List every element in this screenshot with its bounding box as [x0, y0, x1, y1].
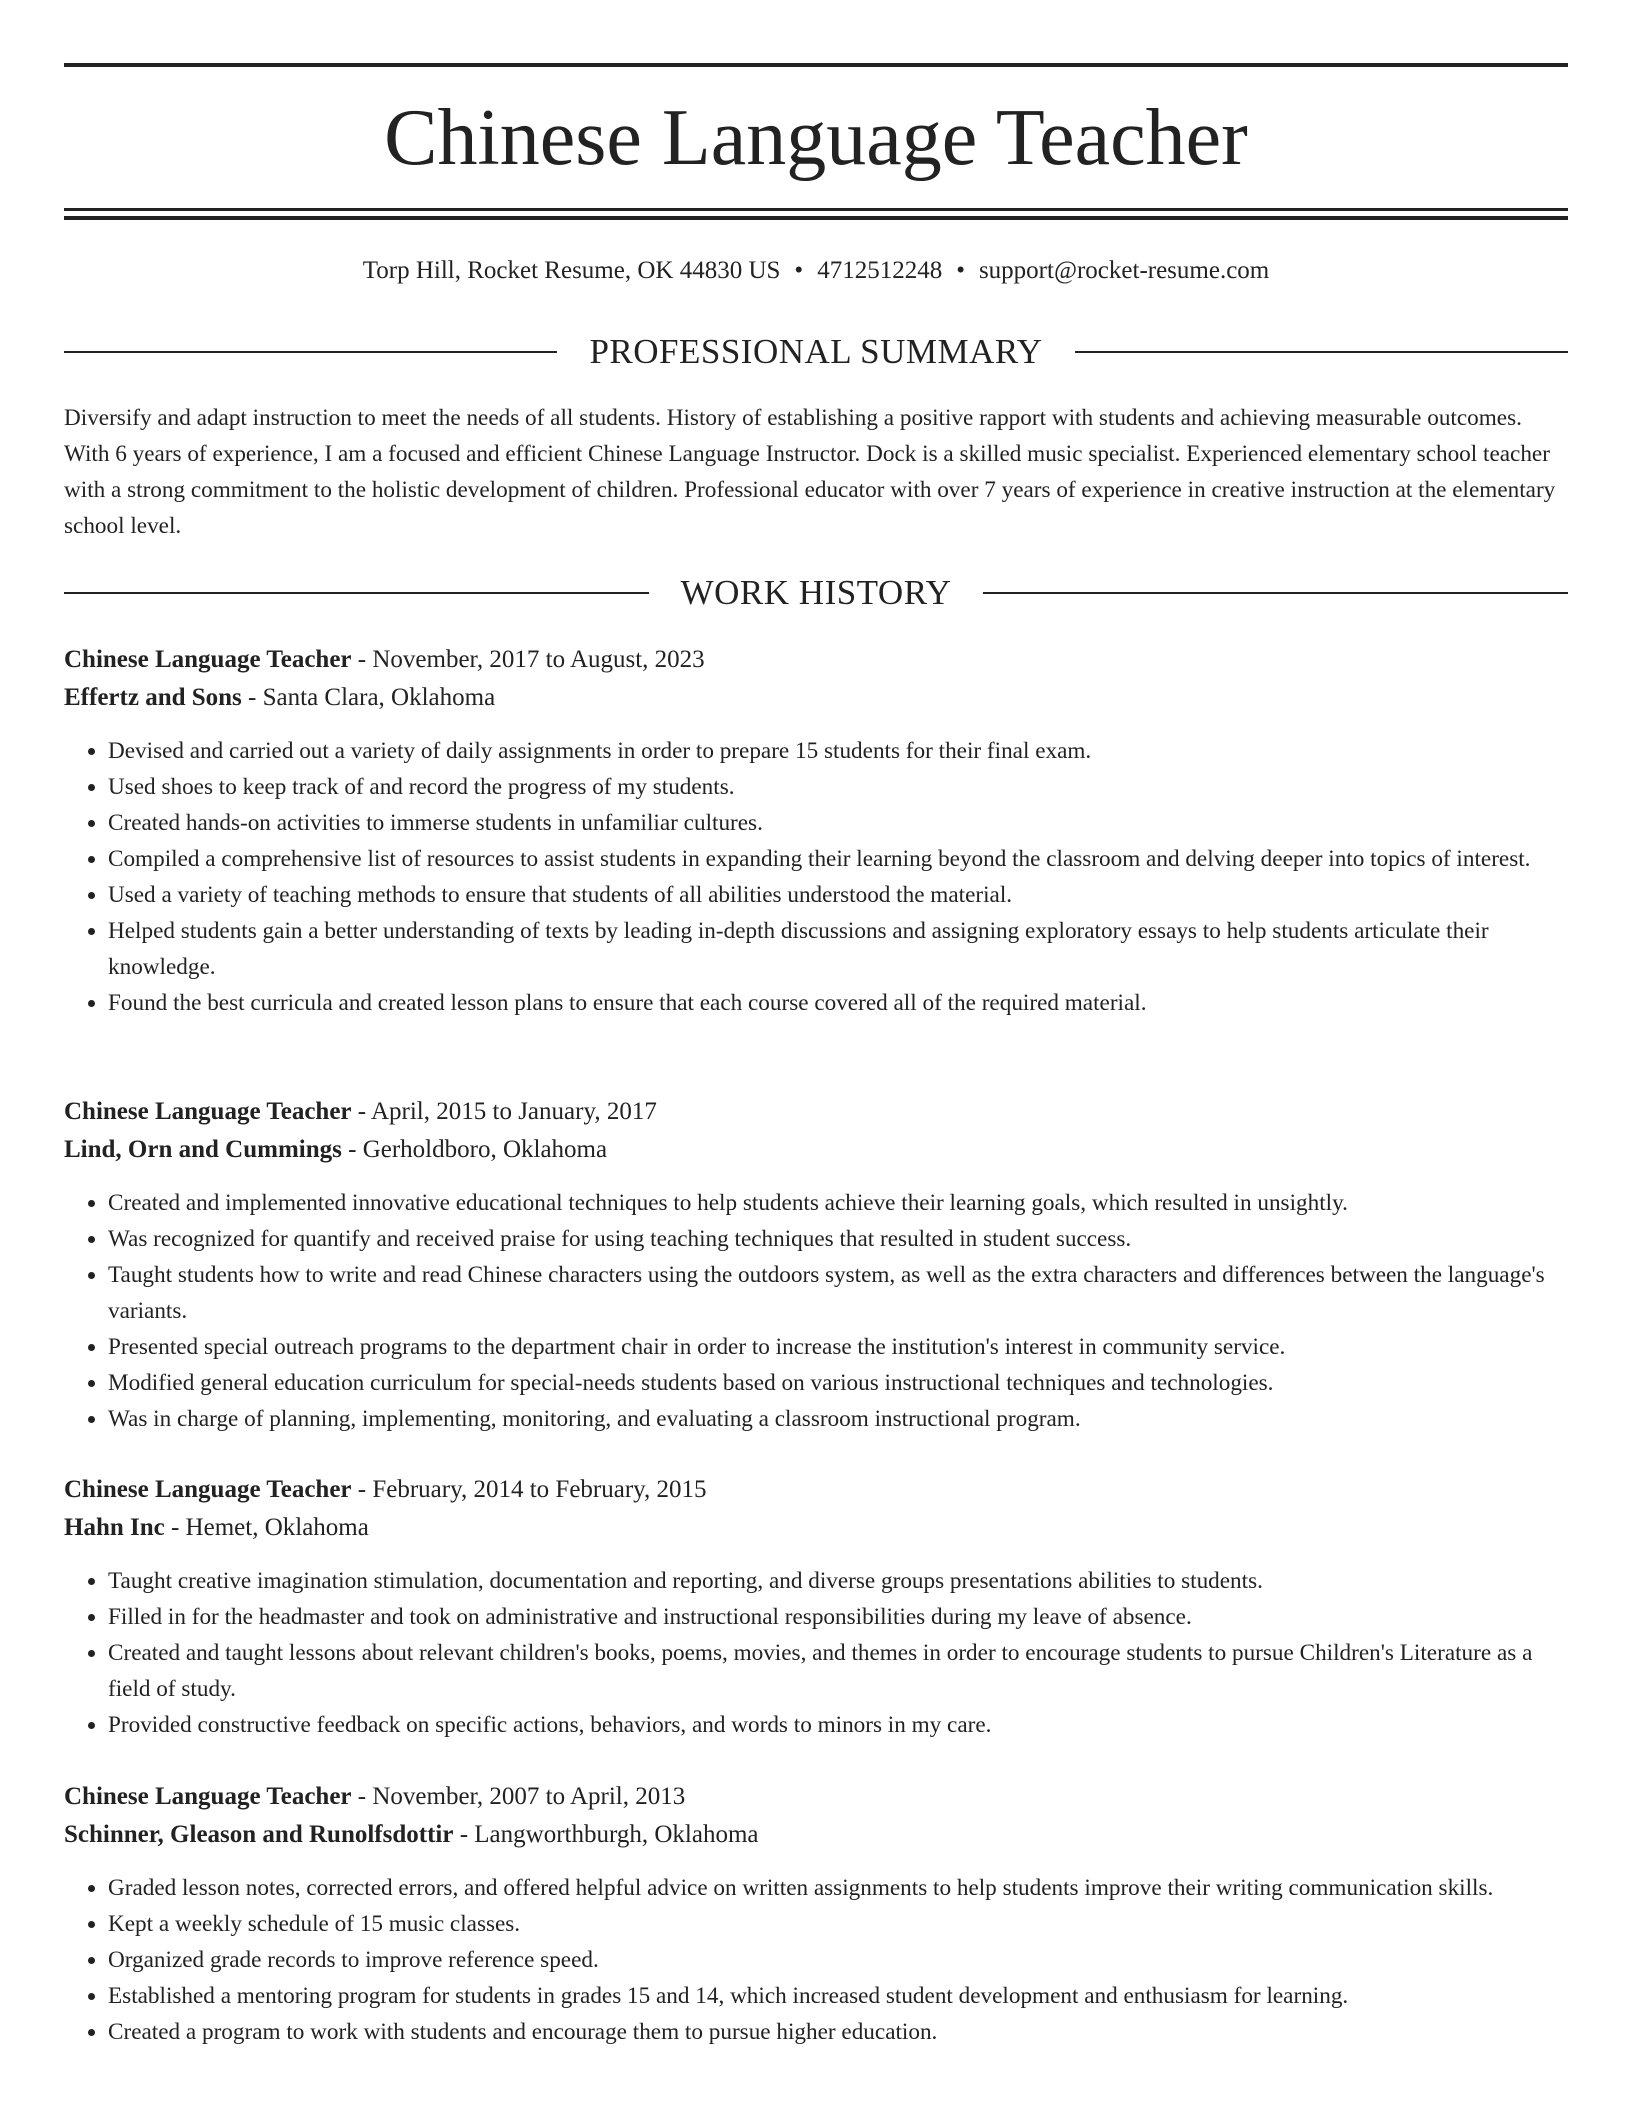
job-company-line — [64, 1131, 1568, 1169]
contact-phone: 4712512248 — [817, 257, 943, 284]
job-company: Effertz and Sons — [64, 684, 242, 711]
job-bullet-list — [64, 1870, 1568, 2050]
job-bullet: • Found the best curricula and created lesson plans to ensure that each course covered all of the required material. — [108, 985, 1568, 1021]
job-dates: - February, 2014 to February, 2015 — [351, 1476, 707, 1503]
job-entry — [64, 1093, 1568, 1437]
job-bullet: • Helped students gain a better understanding of texts by leading in-depth discussions and assigning exploratory essays to help students articulate their knowledge. — [108, 913, 1568, 985]
job-title: Chinese Language Teacher — [64, 1783, 352, 1810]
job-title-line — [64, 1471, 1568, 1509]
contact-email: support@rocket-resume.com — [978, 257, 1270, 284]
job-dates: - November, 2007 to April, 2013 — [351, 1783, 686, 1810]
job-title-line — [64, 641, 1568, 679]
heading-rule-left — [64, 351, 557, 353]
job-bullet: • Was in charge of planning, implementing, monitoring, and evaluating a classroom instructional program. — [108, 1401, 1568, 1437]
job-entry — [64, 641, 1568, 1021]
job-company-line — [64, 1509, 1568, 1547]
job-bullet: • Created hands-on activities to immerse students in unfamiliar cultures. — [108, 805, 1568, 841]
job-entry — [64, 1778, 1568, 2050]
rule-upper — [64, 208, 1568, 211]
job-bullet-list — [64, 733, 1568, 1021]
job-bullet: • Compiled a comprehensive list of resources to assist students in expanding their learning beyond the classroom and delving deeper into topics of interest. — [108, 841, 1568, 877]
summary-text: Diversify and adapt instruction to meet the needs of all students. History of establishing a positive rapport with students and achieving measurable outcomes. With 6 years of experience, I am a focused and efficient Chinese Language Instructor. Dock is a skilled music specialist. Experienced elementary school teacher with a strong commitment to the holistic development of children. Professional educator with over 7 years of experience in creative instruction at the elementary school level. — [64, 405, 1556, 539]
job-location: - Hemet, Oklahoma — [164, 1514, 369, 1541]
work-history-heading — [64, 571, 1568, 615]
job-location: - Gerholdboro, Oklahoma — [341, 1136, 608, 1163]
job-bullet: • Devised and carried out a variety of daily assignments in order to prepare 15 students for their final exam. — [108, 733, 1568, 769]
job-location: - Langworthburgh, Oklahoma — [453, 1821, 759, 1848]
job-bullet: • Used shoes to keep track of and record the progress of my students. — [108, 769, 1568, 805]
heading-rule-left — [64, 592, 649, 594]
job-bullet-list — [64, 1563, 1568, 1743]
job-title-line — [64, 1778, 1568, 1816]
job-company-line — [64, 679, 1568, 717]
job-company-line — [64, 1816, 1568, 1854]
job-bullet: • Was recognized for quantify and received praise for using teaching techniques that resulted in student success. — [108, 1221, 1568, 1257]
job-bullet: • Provided constructive feedback on specific actions, behaviors, and words to minors in my care. — [108, 1707, 1568, 1743]
job-title: Chinese Language Teacher — [64, 1098, 352, 1125]
summary-heading — [64, 330, 1568, 374]
job-bullet: • Modified general education curriculum for special-needs students based on various instructional techniques and technologies. — [108, 1365, 1568, 1401]
job-company: Hahn Inc — [64, 1514, 165, 1541]
job-company: Lind, Orn and Cummings — [64, 1136, 342, 1163]
job-dates: - November, 2017 to August, 2023 — [351, 646, 705, 673]
job-location: - Santa Clara, Oklahoma — [241, 684, 496, 711]
job-title: Chinese Language Teacher — [64, 1476, 352, 1503]
top-rule — [64, 63, 1568, 67]
job-title-line — [64, 1093, 1568, 1131]
job-bullet: • Used a variety of teaching methods to ensure that students of all abilities understood the material. — [108, 877, 1568, 913]
job-bullet: • Kept a weekly schedule of 15 music classes. — [108, 1906, 1568, 1942]
job-bullet: • Presented special outreach programs to the department chair in order to increase the institution's interest in community service. — [108, 1329, 1568, 1365]
title-double-rule — [64, 208, 1568, 220]
job-bullet: • Taught creative imagination stimulation, documentation and reporting, and diverse groups presentations abilities to students. — [108, 1563, 1568, 1599]
job-bullet: • Organized grade records to improve reference speed. — [108, 1942, 1568, 1978]
job-bullet: • Graded lesson notes, corrected errors, and offered helpful advice on written assignments to help students improve their writing communication skills. — [108, 1870, 1568, 1906]
rule-lower — [64, 216, 1568, 220]
job-bullet: • Established a mentoring program for students in grades 15 and 14, which increased student development and enthusiasm for learning. — [108, 1978, 1568, 2014]
work-history-heading-label: WORK HISTORY — [680, 573, 952, 612]
job-company: Schinner, Gleason and Runolfsdottir — [64, 1821, 454, 1848]
heading-rule-right — [1075, 351, 1568, 353]
heading-rule-right — [983, 592, 1568, 594]
contact-line — [64, 253, 1568, 289]
job-entry — [64, 1471, 1568, 1743]
summary-heading-label: PROFESSIONAL SUMMARY — [589, 332, 1043, 371]
job-bullet: • Taught students how to write and read Chinese characters using the outdoors system, as well as the extra characters and differences between the language's variants. — [108, 1257, 1568, 1329]
job-bullet: • Created and taught lessons about relevant children's books, poems, movies, and themes in order to encourage students to pursue Children's Literature as a field of study. — [108, 1635, 1568, 1707]
job-bullet: • Filled in for the headmaster and took on administrative and instructional responsibilities during my leave of absence. — [108, 1599, 1568, 1635]
contact-separator: • — [794, 257, 804, 284]
job-title: Chinese Language Teacher — [64, 646, 352, 673]
resume-title: Chinese Language Teacher — [384, 94, 1248, 182]
job-bullet-list — [64, 1185, 1568, 1437]
job-bullet: • Created and implemented innovative educational techniques to help students achieve their learning goals, which resulted in unsightly. — [108, 1185, 1568, 1221]
contact-separator: • — [956, 257, 965, 284]
job-dates: - April, 2015 to January, 2017 — [351, 1098, 657, 1125]
contact-address: Torp Hill, Rocket Resume, OK 44830 US — [362, 257, 781, 284]
job-bullet: • Created a program to work with students and encourage them to pursue higher education. — [108, 2014, 1568, 2050]
